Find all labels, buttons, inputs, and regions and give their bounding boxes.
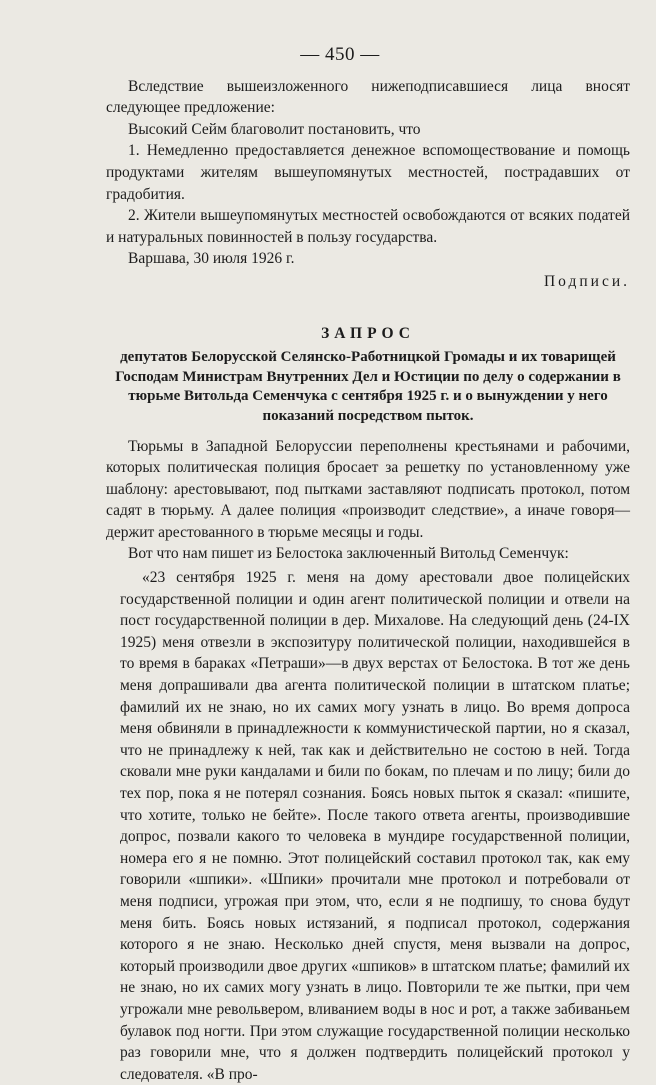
body-paragraph-2: Вот что нам пишет из Белостока заключенный Витольд Семенчук: [128, 545, 569, 563]
document-subtitle: депутатов Белорусской Селянско-Работницкой Громады и их товарищей Господам Министрам Внутренних Дел и Юстиции по делу о содержании в тюрьме Витольда Семенчука с сентября 1925 г. и о вынуждении у него показаний посредством пыток. [115, 349, 621, 424]
proposal-item-1: 1. Немедленно предоставляется денежное вспомоществование и помощь продуктами жителям вышеупомянутых местностей, пострадавших от градобития. [106, 142, 630, 203]
page-number: — 450 — [300, 44, 380, 65]
document-title: ЗАПРОС [321, 324, 415, 342]
proposal-resolution-line: Высокий Сейм благоволит постановить, что [128, 120, 421, 138]
signature-line: Подписи. [543, 272, 630, 290]
proposal-item-2: 2. Жители вышеупомянутых местностей освобождаются от всяких податей и натуральных повинностей в пользу государства. [106, 207, 630, 246]
letter-quote: «23 сентября 1925 г. меня на дому арестовали двое полицейских государственной полиции и один агент политической полиции и отвели на пост государственной полиции в дер. Михалове. На следующий день (24-IX 1925) меня отвезли в экспозитуру политической полиции, находившейся в то время в бараках «Петраши»—в двух верстах от Белостока. В тот же день меня допрашивали два агента политической полиции в штатском платье; фамилий их не знаю, но их самих могу узнать в лицо. Во время допроса меня обвиняли в принадлежности к коммунистической партии, но я сказал, что не принадлежу к ней, так как и действительно не состою в ней. Тогда сковали мне руки кандалами и били по бокам, по плечам и по лицу; били до тех пор, пока я не потерял сознания. Боясь новых пыток я сказал: «пишите, что хотите, только не бейте». После такого ответа агенты, производившие допрос, позвали какого то человека в мундире государственной полиции, номера его я не помню. Этот полицейский составил протокол так, как ему говорили «шпики». «Шпики» прочитали мне протокол и потребовали от меня подписи, угрожая при этом, что, если я не подпишу, то снова будут меня бить. Боясь новых истязаний, я подписал протокол, содержания которого я не знаю. Несколько дней спустя, меня вызвали на допрос, который производили двое других «шпиков» в штатском платье; фамилий их не знаю, но их самих могу узнать в лицо. Повторили те же пытки, при чем угрожали мне револьвером, вливанием воды в нос и рот, а также забиваньем булавок под ногти. При этом служащие государственной полиции несколько раз говорили мне, что я должен подтвердить полицейский протокол у следователя. «В про- [120, 569, 630, 1083]
proposal-intro-paragraph: Вследствие вышеизложенного нижеподписавшиеся лица вносят следующее предложение: [106, 77, 630, 117]
date-line: Варшава, 30 июля 1926 г. [128, 250, 295, 268]
body-paragraph-1: Тюрьмы в Западной Белоруссии переполнены крестьянами и рабочими, которых политическая полиция бросает за решетку по установленному уже шаблону: арестовывают, под пытками заставляют подписать протокол, потом садят в тюрьму. А далее полиция «производит следствие», а иначе говоря—держит арестованного в тюрьме месяцы и годы. [106, 437, 630, 541]
